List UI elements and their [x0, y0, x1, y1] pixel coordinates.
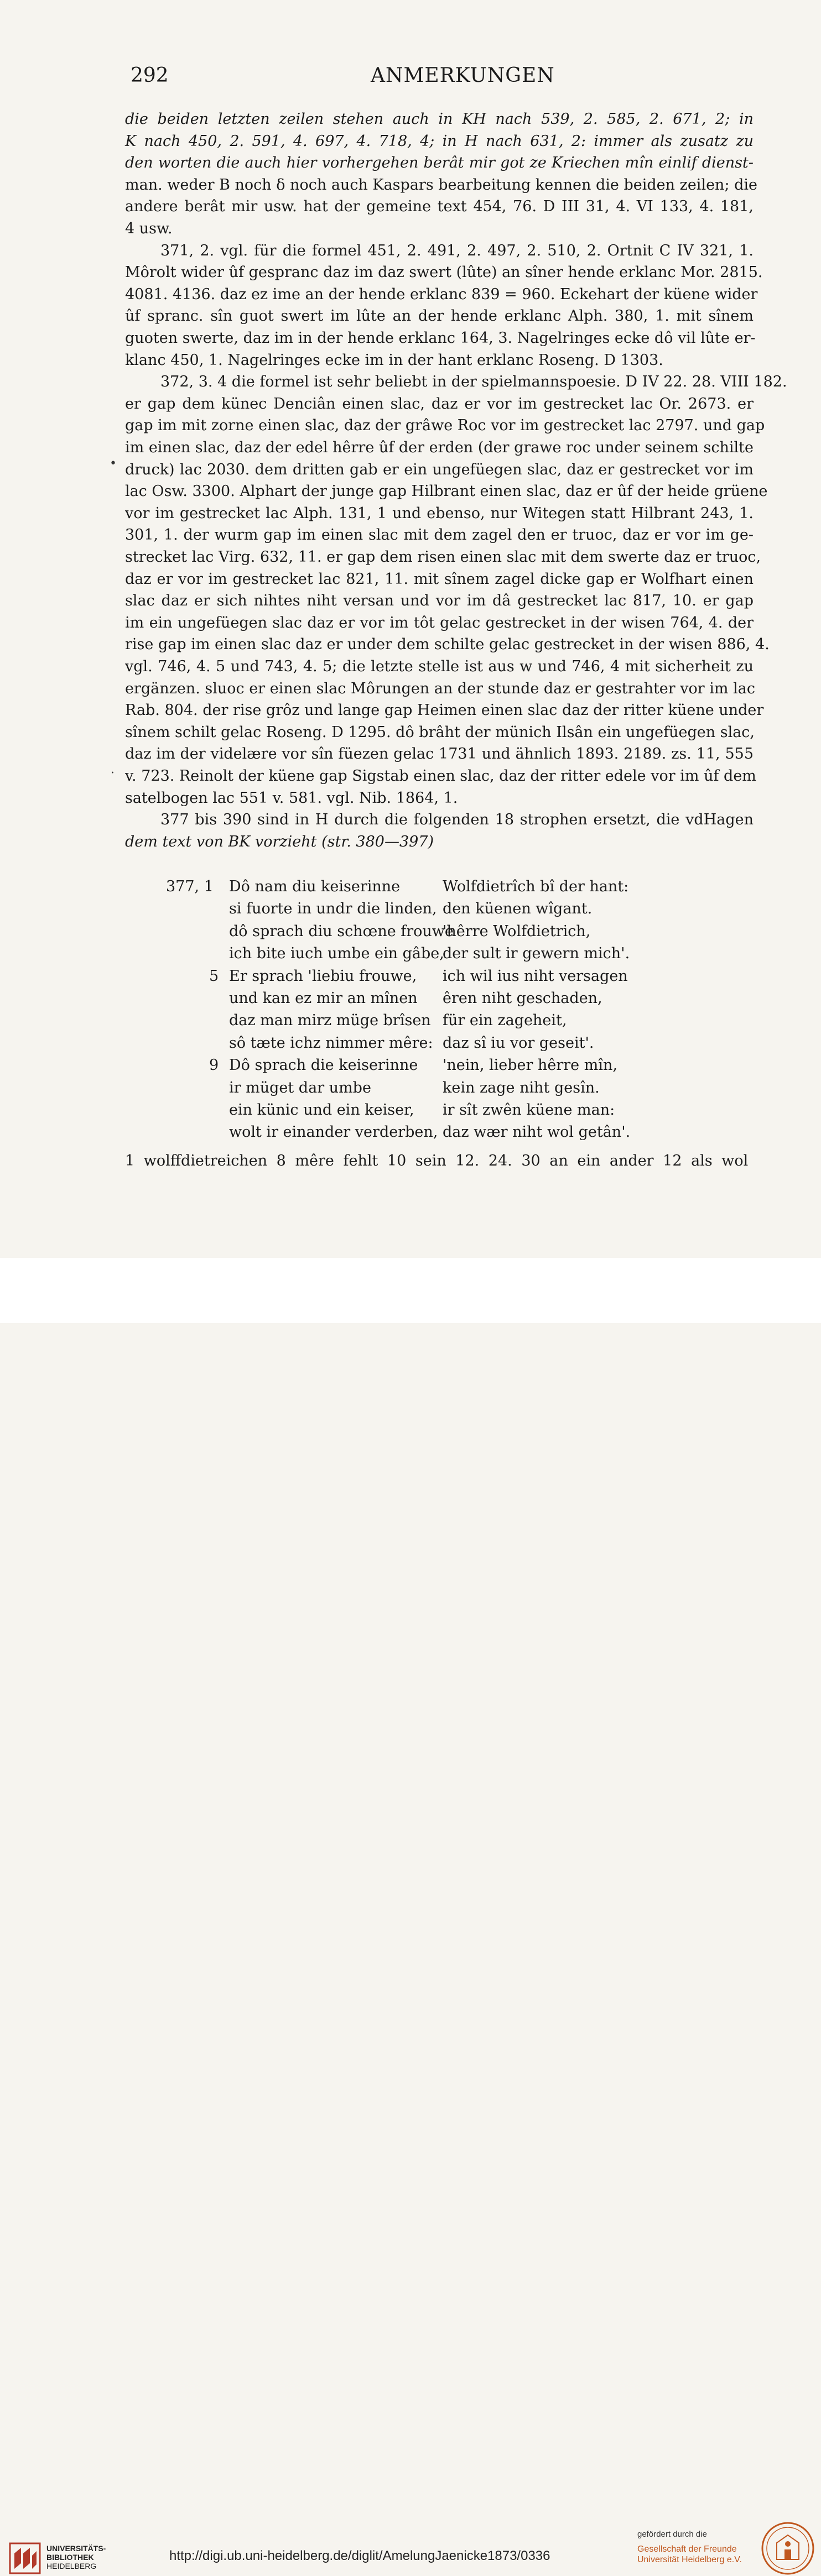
scanned-page: [0, 0, 821, 1258]
page-number: 292: [131, 64, 169, 87]
footer-bar: [0, 1258, 821, 2570]
text-line: im ein ungefüegen slac daz er vor im tôt gelac gestrecket in der wisen 764, 4. der: [125, 614, 754, 631]
text-line: klanc 450, 1. Nagelringes ecke im in der hant erklanc Roseng. D 1303.: [125, 352, 663, 369]
text-line: 377 bis 390 sind in H durch die folgenden 18 strophen ersetzt, die vdHagen: [160, 811, 754, 828]
text-line: druck) lac 2030. dem dritten gab er ein ungefüegen slac, daz er gestrecket vor im: [125, 461, 754, 478]
margin-dot: •: [110, 457, 117, 471]
text-line: rise gap im einen slac daz er under dem schilte gelac gestrecket in der wisen 886, 4.: [125, 636, 770, 653]
text-line: lac Osw. 3300. Alphart der junge gap Hilbrant einen slac, daz er ûf der heide grüene: [125, 483, 768, 500]
library-name: UNIVERSITÄTS- BIBLIOTHEK HEIDELBERG: [46, 2544, 106, 2570]
university-seal-icon: [760, 2521, 815, 2576]
verse-first-half: Dô sprach die keiserinne: [229, 1057, 418, 1074]
verse-second-half: daz sî iu vor geseit'.: [443, 1034, 594, 1052]
text-line: guoten swerte, daz im in der hende erklanc 164, 3. Nagelringes ecke dô vil lûte er-: [125, 330, 756, 347]
sponsor-name: Gesellschaft der Freunde Universität Heidelberg e.V.: [637, 2544, 742, 2564]
verse-first-half: ein künic und ein keiser,: [229, 1101, 414, 1119]
verse-first-half: wolt ir einander verderben,: [229, 1124, 438, 1141]
verse-first-half: ir müget dar umbe: [229, 1079, 371, 1096]
verse-second-half: der sult ir gewern mich'.: [443, 945, 630, 962]
text-line: 4081. 4136. daz ez ime an der hende erklanc 839 = 960. Eckehart der küene wider: [125, 286, 758, 303]
verse-first-half: daz man mirz müge brîsen: [229, 1012, 431, 1029]
text-line: v. 723. Reinolt der küene gap Sigstab einen slac, daz der ritter edele vor im ûf dem: [125, 767, 756, 785]
margin-dot: ·: [111, 766, 115, 780]
variant-readings: 1 wolffdietreichen 8 mêre fehlt 10 sein 12. 24. 30 an ein ander 12 als wol: [125, 1152, 749, 1169]
verse-second-half: êren niht geschaden,: [443, 990, 602, 1007]
text-line: 371, 2. vgl. für die formel 451, 2. 491, 2. 497, 2. 510, 2. Ortnit C IV 321, 1.: [160, 242, 754, 259]
text-line: er gap dem künec Denciân einen slac, daz er vor im gestrecket lac Or. 2673. er: [125, 395, 754, 412]
text-line: andere berât mir usw. hat der gemeine text 454, 76. D III 31, 4. VI 133, 4. 181,: [125, 198, 754, 215]
text-line: im einen slac, daz der edel hêrre ûf der erden (der grawe roc under seinem schilte: [125, 439, 754, 456]
verse-first-half: si fuorte in undr die linden,: [229, 900, 437, 917]
verse-second-half: 'nein, lieber hêrre mîn,: [443, 1057, 617, 1074]
text-line: die beiden letzten zeilen stehen auch in KH nach 539, 2. 585, 2. 671, 2; in: [125, 111, 754, 128]
text-line: man. weder B noch δ noch auch Kaspars bearbeitung kennen die beiden zeilen; die: [125, 176, 758, 194]
text-line: Môrolt wider ûf gespranc daz im daz swert (lûte) an sîner hende erklanc Mor. 2815.: [125, 264, 763, 281]
text-line: K nach 450, 2. 591, 4. 697, 4. 718, 4; in H nach 631, 2: immer als zusatz zu: [125, 133, 754, 150]
verse-first-half: ich bite iuch umbe ein gâbe,: [229, 945, 444, 962]
university-library-logo-icon: [9, 2542, 41, 2574]
text-line: daz er vor im gestrecket lac 821, 11. mit sînem zagel dicke gap er Wolfhart einen: [125, 571, 754, 588]
verse-number: 5: [209, 968, 219, 985]
text-line: den worten die auch hier vorhergehen berât mir got ze Kriechen mîn einlif dienst-: [125, 154, 754, 171]
verse-first-half: Er sprach 'liebiu frouwe,: [229, 968, 417, 985]
verse-second-half: daz wær niht wol getân'.: [443, 1124, 631, 1141]
text-line: vgl. 746, 4. 5 und 743, 4. 5; die letzte stelle ist aus w und 746, 4 mit sicherheit zu: [125, 658, 754, 675]
verse-second-half: kein zage niht gesîn.: [443, 1079, 600, 1096]
verse-first-half: Dô nam diu keiserinne: [229, 878, 401, 895]
digi-url-link[interactable]: http://digi.ub.uni-heidelberg.de/diglit/AmelungJaenicke1873/0336: [169, 2548, 550, 2563]
text-line: 4 usw.: [125, 220, 173, 237]
running-title: ANMERKUNGEN: [371, 64, 555, 87]
text-line: ûf spranc. sîn guot swert im lûte an der hende erklanc Alph. 380, 1. mit sînem: [125, 307, 754, 325]
verse-first-half: und kan ez mir an mînen: [229, 990, 418, 1007]
verse-first-half: sô tæte ichz nimmer mêre:: [229, 1034, 433, 1052]
text-line: slac daz er sich nihtes niht versan und vor im dâ gestrecket lac 817, 10. er gap: [125, 592, 754, 609]
text-line: ergänzen. sluoc er einen slac Môrungen an der stunde daz er gestrahter vor im lac: [125, 680, 755, 697]
verse-second-half: ir sît zwên küene man:: [443, 1101, 615, 1119]
verse-second-half: für ein zageheit,: [443, 1012, 567, 1029]
text-line: strecket lac Virg. 632, 11. er gap dem risen einen slac mit dem swerte daz er truoc,: [125, 548, 761, 566]
verse-number: 377, 1: [166, 878, 214, 895]
sponsor-caption: gefördert durch die: [637, 2530, 707, 2539]
verse-first-half: dô sprach diu schœne frouwe: [229, 923, 454, 940]
text-line: vor im gestrecket lac Alph. 131, 1 und ebenso, nur Witegen statt Hilbrant 243, 1.: [125, 505, 754, 522]
text-line: daz im der videlære vor sîn füezen gelac 1731 und ähnlich 1893. 2189. zs. 11, 555: [125, 745, 754, 762]
text-line: 372, 3. 4 die formel ist sehr beliebt in der spielmannspoesie. D IV 22. 28. VIII 182.: [160, 373, 787, 390]
verse-second-half: ich wil ius niht versagen: [443, 968, 628, 985]
verse-second-half: 'hêrre Wolfdietrich,: [443, 923, 591, 940]
text-line: dem text von BK vorzieht (str. 380—397): [125, 833, 434, 850]
verse-second-half: Wolfdietrîch bî der hant:: [443, 878, 629, 895]
text-line: gap im mit zorne einen slac, daz der grâwe Roc vor im gestrecket lac 2797. und gap: [125, 417, 765, 434]
text-line: sînem schilt gelac Roseng. D 1295. dô brâht der münich Ilsân ein ungefüegen slac,: [125, 724, 755, 741]
text-line: satelbogen lac 551 v. 581. vgl. Nib. 1864, 1.: [125, 790, 458, 807]
verse-number: 9: [209, 1057, 219, 1074]
text-line: Rab. 804. der rise grôz und lange gap Heimen einen slac daz der ritter küene under: [125, 702, 764, 719]
text-line: 301, 1. der wurm gap im einen slac mit dem zagel den er truoc, daz er vor im ge-: [125, 526, 754, 544]
verse-second-half: den küenen wîgant.: [443, 900, 593, 917]
